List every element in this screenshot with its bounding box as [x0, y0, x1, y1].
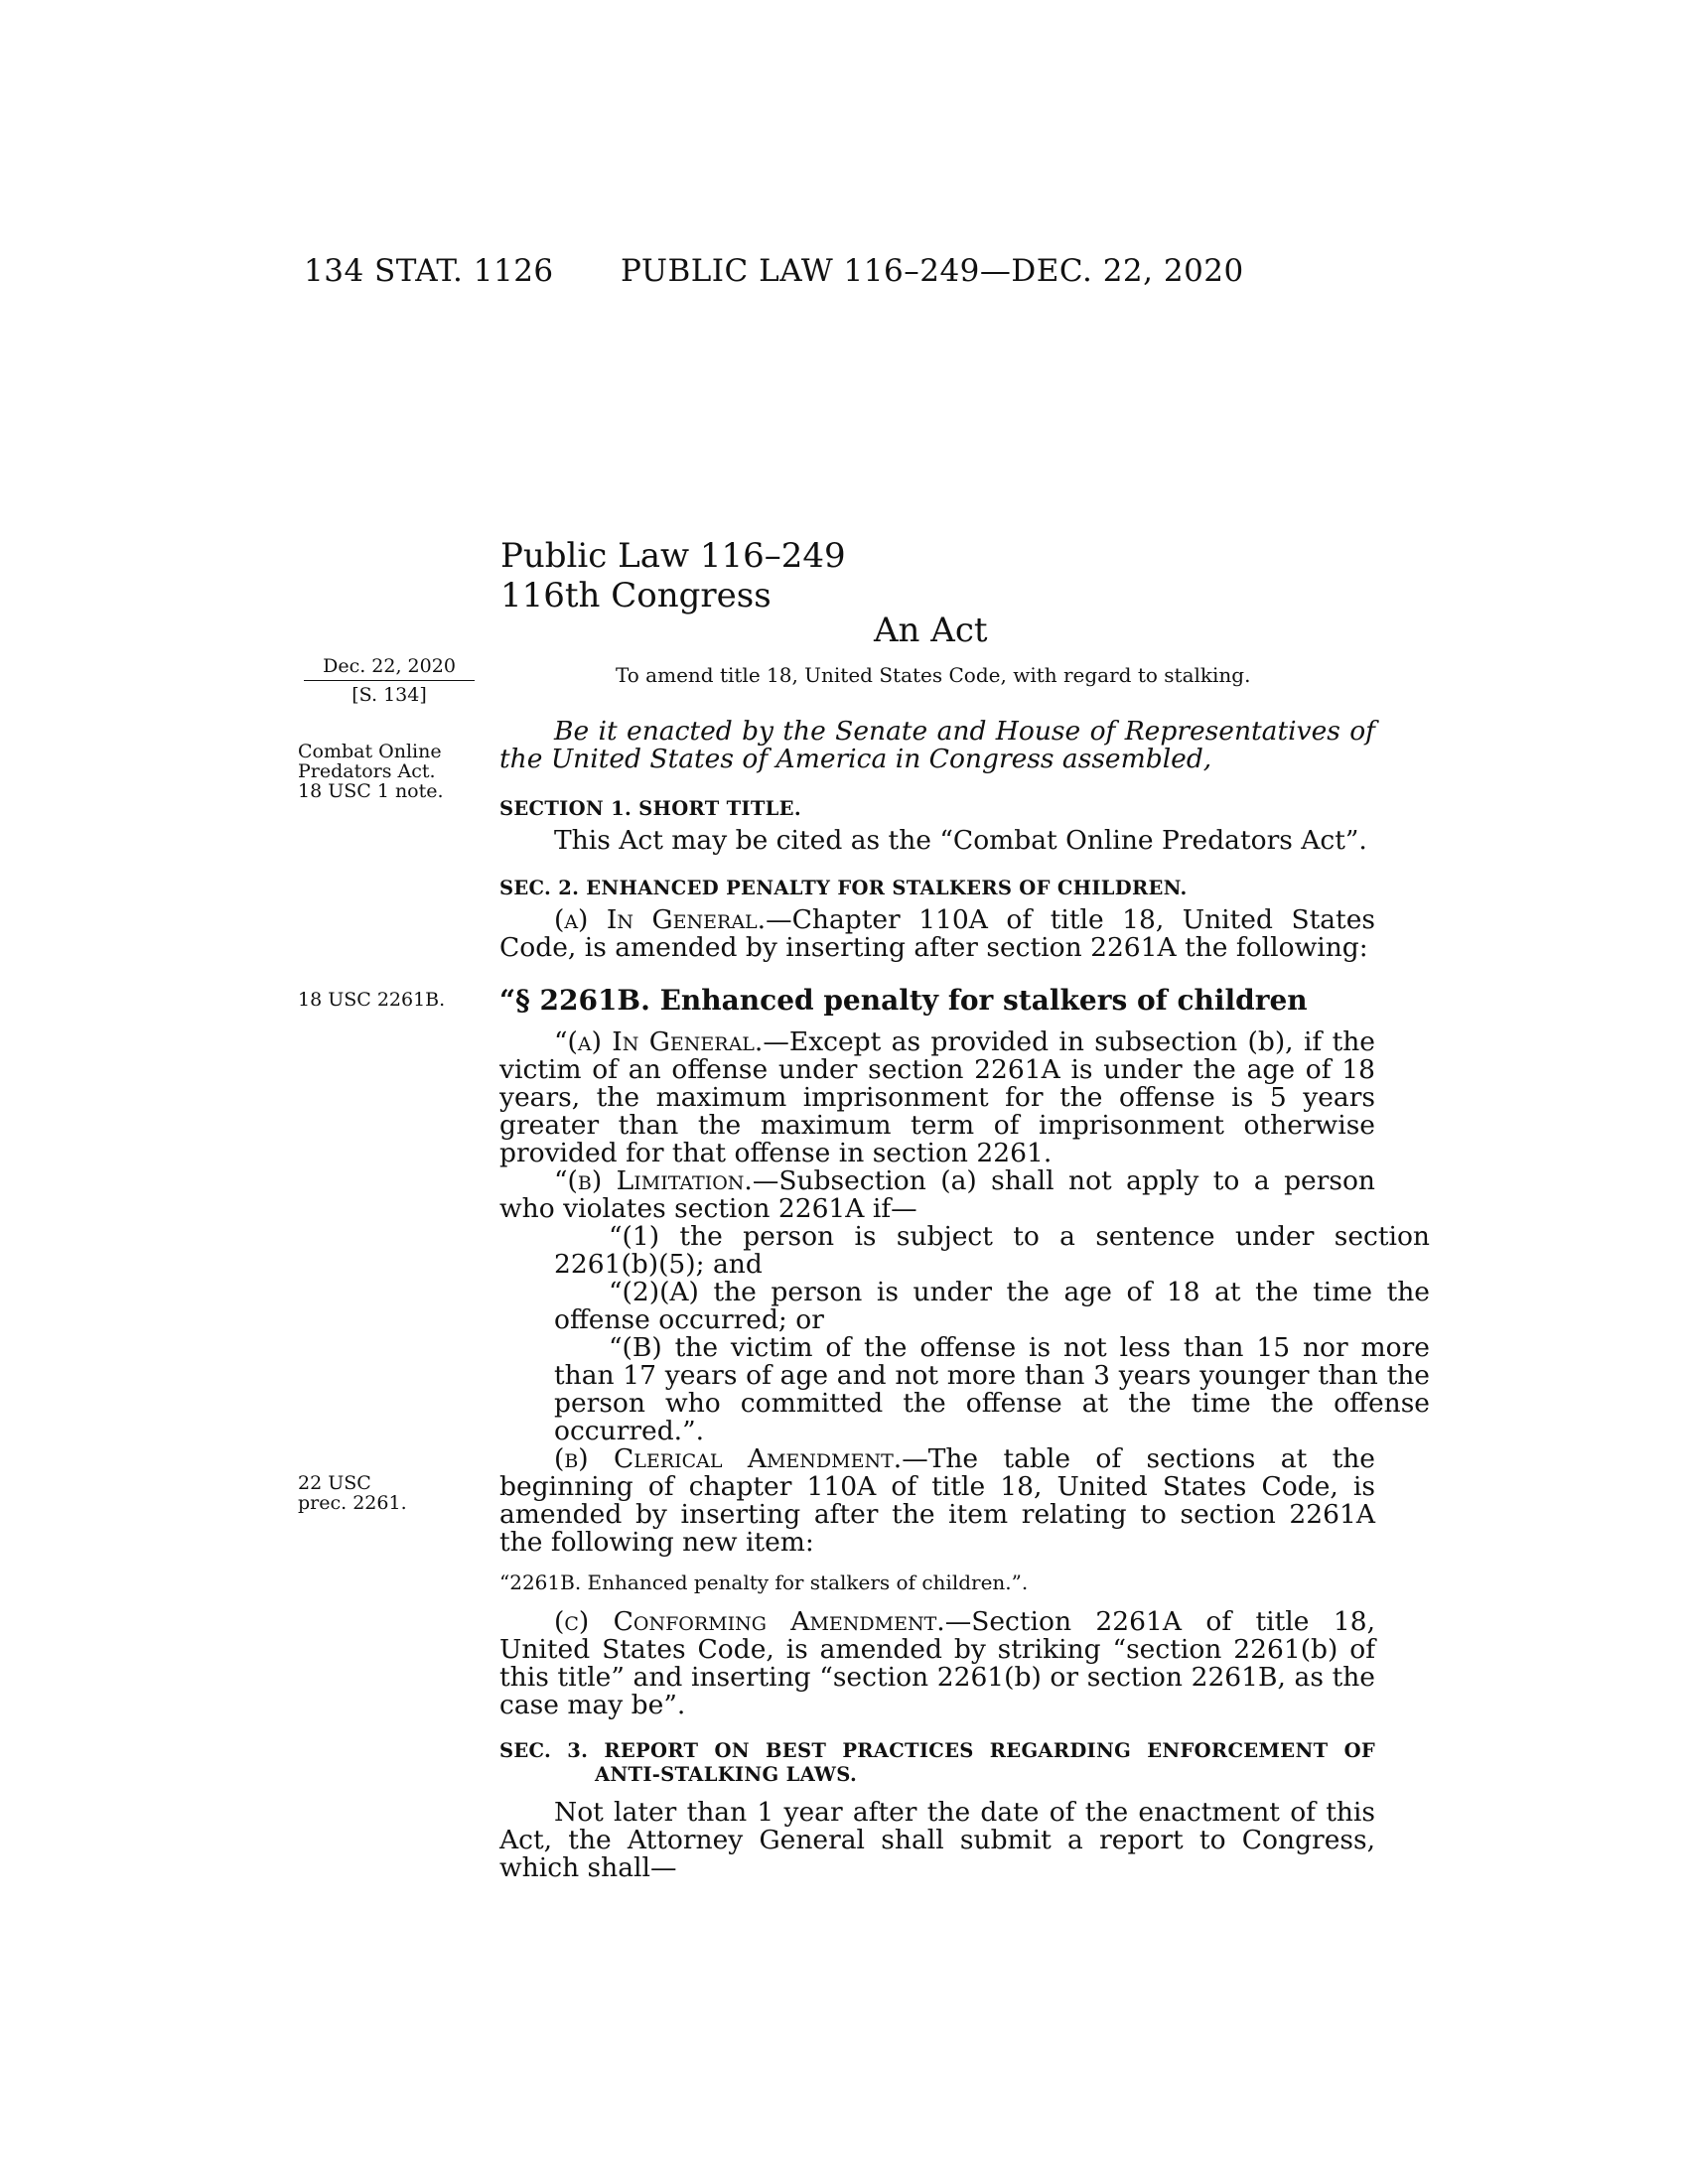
subsection-text: —Section 2261A of title 18, United States Code, is amended by striking “section 2261(b) of this title” and inserting “section 2261(b) or section 2261B, as the case may be”.: [499, 1606, 1376, 1720]
section-3-text: Not later than 1 year after the date of the enactment of this Act, the Attorney General shall submit a report to Congress, which shall—: [499, 1797, 1375, 1883]
congress-number: 116th Congress: [500, 576, 772, 615]
section-2-subsection-a: [499, 906, 1375, 962]
margin-note-line: Combat Online: [298, 741, 442, 762]
subsection-label: (c) Conforming Amendment.: [554, 1606, 945, 1637]
section-3-heading-line: SEC. 3. REPORT ON BEST PRACTICES REGARDING ENFORCEMENT OF: [499, 1739, 1375, 1762]
subsection-label: “(b) Limitation.: [554, 1165, 753, 1196]
quoted-section-heading: “§ 2261B. Enhanced penalty for stalkers of children: [499, 984, 1308, 1017]
subsection-text: —Subsection (a) shall not apply to a person who violates section 2261A if—: [499, 1165, 1375, 1224]
subsection-label: (b) Clerical Amendment.: [554, 1443, 903, 1474]
margin-note-line: prec. 2261.: [298, 1492, 407, 1514]
margin-note-prec-2261: [298, 1473, 477, 1513]
section-2-heading: SEC. 2. ENHANCED PENALTY FOR STALKERS OF CHILDREN.: [499, 877, 1188, 899]
enacting-clause: Be it enacted by the Senate and House of Representatives of the United States of America in Congress assembled,: [499, 716, 1375, 774]
quoted-paragraph-2a: “(2)(A) the person is under the age of 18 at the time the offense occurred; or: [554, 1277, 1430, 1335]
margin-note-short-title: [298, 742, 477, 801]
section-3-heading: [499, 1739, 1375, 1787]
margin-note-line: Predators Act.: [298, 760, 436, 782]
running-head: PUBLIC LAW 116–249—DEC. 22, 2020: [621, 253, 1244, 289]
section-1-text: This Act may be cited as the “Combat Online Predators Act”.: [554, 825, 1367, 856]
law-title-block: [500, 536, 846, 615]
quoted-paragraph-2b: “(B) the victim of the offense is not less than 15 nor more than 17 years of age and not more than 3 years younger than the person who committed the offense at the time the offense occurred.”.: [554, 1332, 1430, 1446]
margin-date: Dec. 22, 2020: [304, 655, 475, 681]
subsection-text: —The table of sections at the beginning of chapter 110A of title 18, United States Code, is amended by inserting after the item relating to section 2261A the following new item:: [499, 1443, 1375, 1558]
act-purpose: To amend title 18, United States Code, with regard to stalking.: [616, 663, 1251, 687]
section-2-subsection-b: [499, 1445, 1375, 1557]
quoted-subsection-b: [499, 1167, 1375, 1223]
section-3-heading-line: ANTI-STALKING LAWS.: [595, 1763, 858, 1786]
margin-note-line: 22 USC: [298, 1472, 371, 1494]
margin-date-box: [304, 655, 475, 706]
margin-note-2261b: 18 USC 2261B.: [298, 989, 446, 1011]
subsection-text: —Chapter 110A of title 18, United States Code, is amended by inserting after section 2261A the following:: [499, 904, 1375, 963]
quoted-paragraph-1: “(1) the person is subject to a sentence under section 2261(b)(5); and: [554, 1221, 1430, 1280]
subsection-label: “(a) In General.: [554, 1026, 764, 1057]
page-stat-number: 134 STAT. 1126: [304, 253, 554, 289]
subsection-text: —Except as provided in subsection (b), if the victim of an offense under section 2261A is under the age of 18 years, the maximum imprisonment for the offense is 5 years greater than the maximum term of imprisonment otherwise provided for that offense in section 2261.: [499, 1026, 1375, 1168]
margin-bill-number: [S. 134]: [352, 684, 427, 706]
section-2-subsection-c: [499, 1608, 1375, 1719]
public-law-number: Public Law 116–249: [500, 536, 846, 576]
quoted-subsection-a: [499, 1028, 1375, 1167]
table-of-sections-item: “2261B. Enhanced penalty for stalkers of children.”.: [499, 1570, 1029, 1594]
act-title: An Act: [874, 611, 988, 650]
subsection-label: (a) In General.: [554, 904, 767, 935]
section-1-heading: SECTION 1. SHORT TITLE.: [499, 797, 801, 820]
margin-note-line: 18 USC 1 note.: [298, 780, 444, 802]
